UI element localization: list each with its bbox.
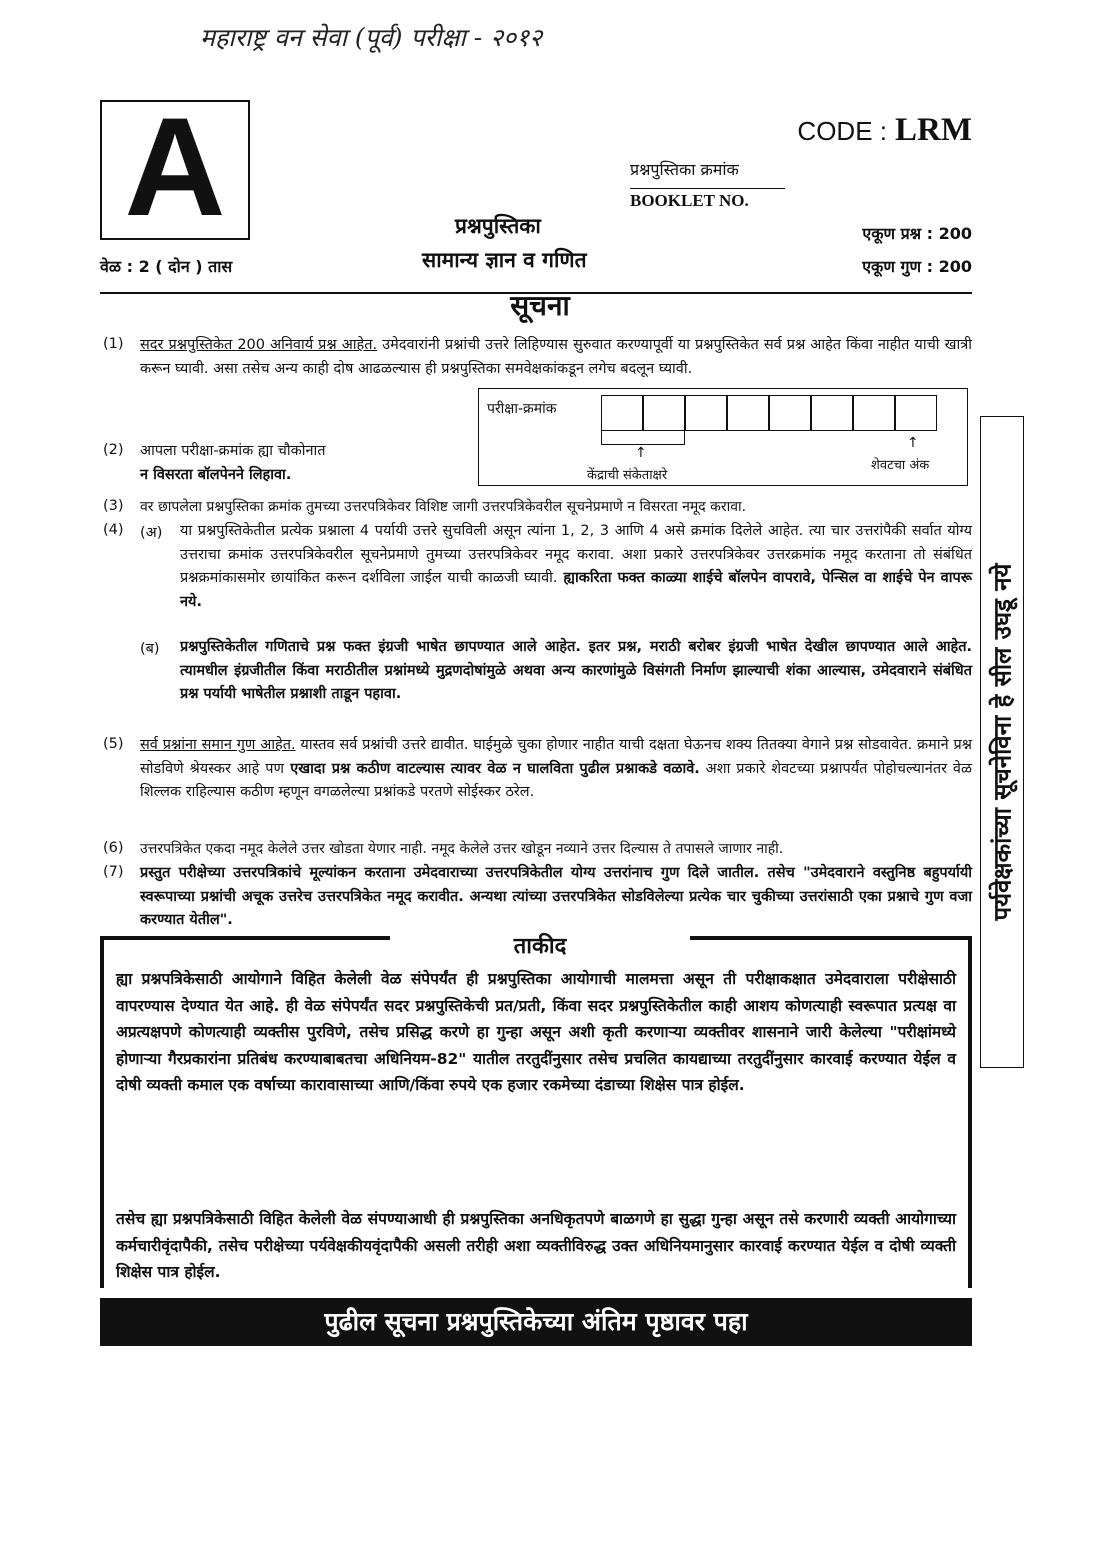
total-questions: एकूण प्रश्न : 200 [862,224,972,243]
exam-number-cell[interactable] [811,395,853,431]
exam-number-cell[interactable] [769,395,811,431]
seal-notice-text: पर्यवेक्षकांच्या सूचनेविना हे सील उघडू नये [988,563,1017,921]
instruction-2-text: आपला परीक्षा-क्रमांक ह्या चौकोनात [140,443,326,459]
instruction-4b-marker: (ब) [140,641,160,657]
instruction-4a-text: या प्रश्नपुस्तिकेतील प्रत्येक प्रश्नाला 4 पर्यायी उत्तरे सुचविली असून त्यांना 1, 2, 3 आणि 4 असे क्रमांक दिलेले आहेत. त्या चार उत्तरांपैकी सर्वात योग्य उत्तराचा क्रमांक उत्तरपत्रिकेवरील सूचनेप्रमाणे तुमच्या उत्तरपत्रिकेवर नमूद करावा. अशा प्रकारे उत्तरपत्रिकेवर उत्तरक्रमांक नमूद करताना तो संबंधित प्रश्नक्रमांकासमोर छायांकित करून दर्शविला जाईल याची काळजी घ्यावी. [180,523,972,586]
instruction-4a [180,520,972,614]
instruction-4a-emphasis: ह्याकरिता फक्त काळ्या शाईचे बॉलपेन वापरावे, पेन्सिल वा शाईचे पेन वापरू नये. [180,570,972,610]
instruction-number: (7) [103,864,124,880]
instruction-7: प्रस्तुत परीक्षेच्या उत्तरपत्रिकांचे मूल्यांकन करताना उमेदवाराच्या उत्तरपत्रिकेतील योग्य उत्तरांनाच गुण दिले जातील. तसेच "उमेदवाराने वस्तुनिष्ठ बहुपर्यायी स्वरूपाच्या प्रश्नांची अचूक उत्तरेच उत्तरपत्रिकेत नमूद करावीत. अन्यथा त्यांच्या उत्तरपत्रिकेत सोडविलेल्या प्रत्येक चार चुकीच्या उत्तरांसाठी एका प्रश्नाचे गुण वजा करण्यात येतील". [140,865,972,928]
instruction-5-bold: एखादा प्रश्न कठीण वाटल्यास त्यावर वेळ न घालविता पुढील प्रश्नाकडे वळावे. [283,760,700,777]
exam-number-box [478,388,968,486]
instructions-heading: सूचना [510,289,570,322]
instruction-5-end: अशा प्रकारे शेवटच्या प्रश्नापर्यंत पोहोचल्यानंतर वेळ शिल्लक राहिल्यास कठीण म्हणून वगळलेल्या प्रश्नांकडे परतणे सोईस्कर ठरेल. [140,760,973,800]
centre-code-label: केंद्राची संकेताक्षरे [587,468,668,483]
instruction-1 [140,334,972,381]
seal-notice-strip [980,416,1024,1068]
footer-banner: पुढील सूचना प्रश्नपुस्तिकेच्या अंतिम पृष्ठावर पहा [100,1298,972,1346]
last-digit-label: शेवटचा अंक [871,458,930,473]
exam-number-cell[interactable] [643,395,685,431]
arrow-up-icon: ↑ [635,445,647,461]
instruction-number: (1) [103,336,124,352]
paper-code [797,112,972,149]
instruction-1-emphasis: सदर प्रश्नपुस्तिकेत 200 अनिवार्य प्रश्न आहेत. [140,337,378,353]
instruction-2-emphasis: न विसरता बॉलपेनने लिहावा. [140,466,292,483]
instruction-number: (3) [103,498,124,514]
instruction-4a-marker: (अ) [140,525,163,541]
instruction-5 [140,734,972,805]
instruction-5-text: यास्तव सर्व प्रश्नांची उत्तरे द्यावीत. घाईमुळे चुका होणार नाहीत याची दक्षता घेऊनच शक्य तितक्या वेगाने प्रश्न सोडवावेत. क्रमाने प्रश्न सोडविणे श्रेयस्कर आहे पण [140,737,972,777]
warning-paragraph-2: तसेच ह्या प्रश्नपत्रिकेसाठी विहित केलेली वेळ संपण्याआधी ही प्रश्नपुस्तिका अनधिकृतपणे बाळगणे हा सुद्धा गुन्हा असून तसे करणारी व्यक्ती आयोगाच्या कर्मचारीवृंदापैकी, तसेच परीक्षेच्या पर्यवेक्षकीयवृंदापैकी असली तरीही अशा व्यक्तीविरुद्ध उक्त अधिनियमानुसार कारवाई करण्यात येईल व दोषी व्यक्ती शिक्षेस पात्र होईल. [116,1210,956,1281]
warning-paragraph-1: ह्या प्रश्नपत्रिकेसाठी आयोगाने विहित केलेली वेळ संपेपर्यंत ही प्रश्नपुस्तिका आयोगाची मालमत्ता असून ती परीक्षाकक्षात उमेदवाराला परीक्षेसाठी वापरण्यास देण्यात येत आहे. ही वेळ संपेपर्यंत सदर प्रश्नपुस्तिकेची प्रत/प्रती, किंवा सदर प्रश्नपुस्तिकेतील काही आशय कोणत्याही स्वरूपात प्रत्यक्ष वा अप्रत्यक्षपणे कोणत्याही व्यक्तीस पुरविणे, तसेच प्रसिद्ध करणे हा गुन्हा असून अशी कृती करणाऱ्या व्यक्तीवर शासनाने जारी केलेल्या "परीक्षांमध्ये होणाऱ्या गैरप्रकारांना प्रतिबंध करण्याबाबतचा अधिनियम-82" यातील तरतुदींनुसार तसेच प्रचलित कायद्याच्या तरतुदींनुसार कारवाई करण्यात येईल व दोषी व्यक्ती कमाल एक वर्षाच्या कारावासाच्या आणि/किंवा रुपये एक हजार रकमेच्या दंडाच्या शिक्षेस पात्र होईल. [116,970,956,1094]
instruction-number: (2) [103,442,124,458]
booklet-number-label-marathi: प्रश्नपुस्तिका क्रमांक [630,160,739,179]
instruction-number: (6) [103,840,124,856]
exam-number-cell[interactable] [895,395,937,431]
exam-number-cell[interactable] [853,395,895,431]
booklet-number-label-english: BOOKLET NO. [630,188,785,211]
exam-number-cell[interactable] [601,395,643,431]
instruction-number: (4) [103,522,124,538]
subject-title: सामान्य ज्ञान व गणित [422,248,587,272]
exam-duration: वेळ : 2 ( दोन ) तास [100,257,233,276]
warning-right-border [968,936,972,1288]
instruction-number: (5) [103,736,124,752]
instruction-1-text: उमेदवारांनी प्रश्नांची उत्तरे लिहिण्यास सुरुवात करण्यापूर्वी या प्रश्नपुस्तिकेत सर्व प्रश्न आहेत किंवा नाहीत याची खात्री करून घ्यावी. असा तसेच अन्य काही दोष आढळल्यास ही प्रश्नपुस्तिका समवेक्षकांकडून लगेच बदलून घ्यावी. [140,337,972,377]
arrow-up-icon: ↑ [907,435,919,451]
handwritten-exam-title: महाराष्ट्र वन सेवा (पूर्व) परीक्षा - २०१२ [200,23,543,52]
exam-number-cell[interactable] [685,395,727,431]
total-marks: एकूण गुण : 200 [862,257,972,276]
instruction-3: वर छापलेला प्रश्नपुस्तिका क्रमांक तुमच्या उत्तरपत्रिकेवर विशिष्ट जागी उत्तरपत्रिकेवरील सूचनेप्रमाणे न विसरता नमूद करावा. [140,499,747,515]
question-set-letter: A [124,88,226,245]
instruction-2 [140,440,470,487]
instruction-5-emphasis: सर्व प्रश्नांना समान गुण आहेत. [140,737,296,753]
instruction-6: उत्तरपत्रिकेत एकदा नमूद केलेले उत्तर खोडता येणार नाही. नमूद केलेले उत्तर खोडून नव्याने उत्तर दिल्यास ते तपासले जाणार नाही. [140,841,784,857]
question-set-box [100,88,250,245]
warning-heading: ताकीद [390,930,690,960]
exam-number-label: परीक्षा-क्रमांक [487,401,557,417]
booklet-title: प्रश्नपुस्तिका [455,214,541,238]
centre-code-bracket [601,430,685,445]
exam-number-cell[interactable] [727,395,769,431]
warning-left-border [100,936,104,1288]
code-value: LRM [895,112,972,148]
instruction-4b: प्रश्नपुस्तिकेतील गणिताचे प्रश्न फक्त इंग्रजी भाषेत छापण्यात आले आहेत. इतर प्रश्न, मराठी बरोबर इंग्रजी भाषेत देखील छापण्यात आले आहेत. त्यामधील इंग्रजीतील किंवा मराठीतील प्रश्नांमध्ये मुद्रणदोषांमुळे अथवा अन्य कारणांमुळे विसंगती निर्माण झाल्याची शंका आल्यास, उमेदवाराने संबंधित प्रश्न पर्यायी भाषेतील प्रश्नाशी ताडून पहावा. [180,639,972,702]
code-label: CODE : [797,116,887,146]
